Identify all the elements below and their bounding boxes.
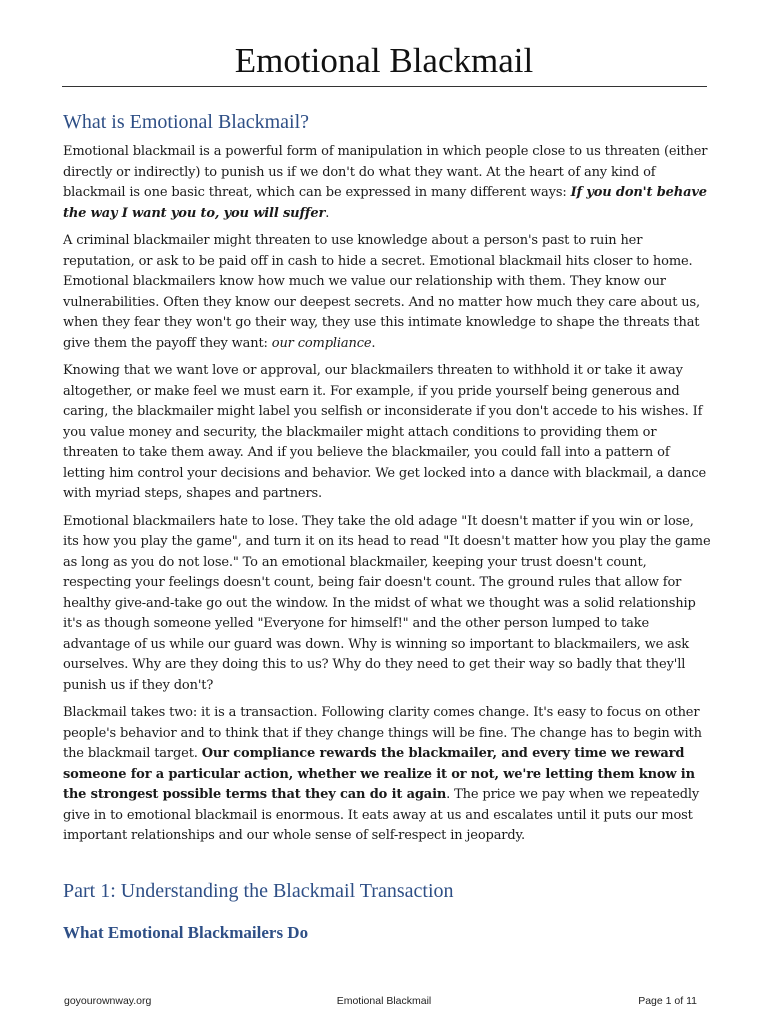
paragraph-2 (63, 231, 711, 354)
paragraph-1-emphasis: If you don't behave the way I want you to, you will suffer (63, 185, 707, 221)
subsection-heading-what-do: What Emotional Blackmailers Do (63, 923, 309, 942)
section-heading-what-is: What is Emotional Blackmail? (63, 111, 310, 133)
section-heading-part1: Part 1: Understanding the Blackmail Transaction (63, 880, 454, 902)
paragraph-1-text: Emotional blackmail is a powerful form of manipulation in which people close to us threaten (either directly or indirectly) to punish us if we don't do what they want. At the heart of any kind of blackmail is one basic threat, which can be expressed in many different ways: (63, 144, 708, 200)
paragraph-2-emphasis: our compliance (271, 335, 372, 351)
paragraph-5-end: . The price we pay when we repeatedly give in to emotional blackmail is enormous. It eats away at us and escalates until it puts our most important relationships and our whole sense of self-respect in jeopardy. (63, 787, 700, 843)
footer-site: goyourownway.org (64, 995, 152, 1007)
paragraph-2-end: . (371, 335, 376, 351)
footer-title: Emotional Blackmail (336, 995, 432, 1007)
paragraph-3: Knowing that we want love or approval, our blackmailers threaten to withhold it or take it away altogether, or make feel we must earn it. For example, if you pride yourself being generous and caring, the blackmailer might label you selfish or inconsiderate if you don't accede to his wishes. If you value money and security, the blackmailer might attach conditions to providing them or threaten to take them away. And if you believe the blackmailer, you could fall into a pattern of letting him control your decisions and behavior. We get locked into a dance with blackmail, a dance with myriad steps, shapes and partners. (63, 363, 707, 501)
paragraph-5-emphasis: Our compliance rewards the blackmailer, and every time we reward someone for a particular action, whether we realize it or not, we're letting them know in the strongest possible terms that they can do it again (63, 746, 695, 802)
paragraph-5-text: Blackmail takes two: it is a transaction. Following clarity comes change. It's easy to focus on other people's behavior and to think that if they change things will be fine. The change has to begin with the blackmail target. (63, 705, 702, 761)
document-title: Emotional Blackmail (234, 41, 534, 80)
paragraph-1 (63, 142, 711, 224)
title-divider (62, 86, 707, 87)
body-text (63, 142, 711, 854)
paragraph-1-end: . (325, 205, 330, 221)
paragraph-4: Emotional blackmailers hate to lose. They take the old adage "It doesn't matter if you win or lose, its how you play the game", and turn it on its head to read "It doesn't matter how you play the game as long as you do not lose." To an emotional blackmailer, keeping your trust doesn't count, respecting your feelings doesn't count, being fair doesn't count. The ground rules that allow for healthy give-and-take go out the window. In the midst of what we thought was a solid relationship it's as though someone yelled "Everyone for himself!" and the other person lumped to take advantage of us while our guard was down. Why is winning so important to blackmailers, we ask ourselves. Why are they doing this to us? Why do they need to get their way so badly that they'll punish us if they don't? (63, 513, 711, 693)
paragraph-5 (63, 703, 711, 847)
paragraph-2-text: A criminal blackmailer might threaten to use knowledge about a person's past to ruin her reputation, or ask to be paid off in cash to hide a secret. Emotional blackmail hits closer to home. Emotional blackmailers know how much we value our relationship with them. They know our vulnerabilities. Often they know our deepest secrets. And no matter how much they care about us, when they fear they won't go their way, they use this intimate knowledge to shape the threats that give them the payoff they want: (63, 233, 701, 351)
footer-page-number: Page 1 of 11 (638, 995, 697, 1007)
